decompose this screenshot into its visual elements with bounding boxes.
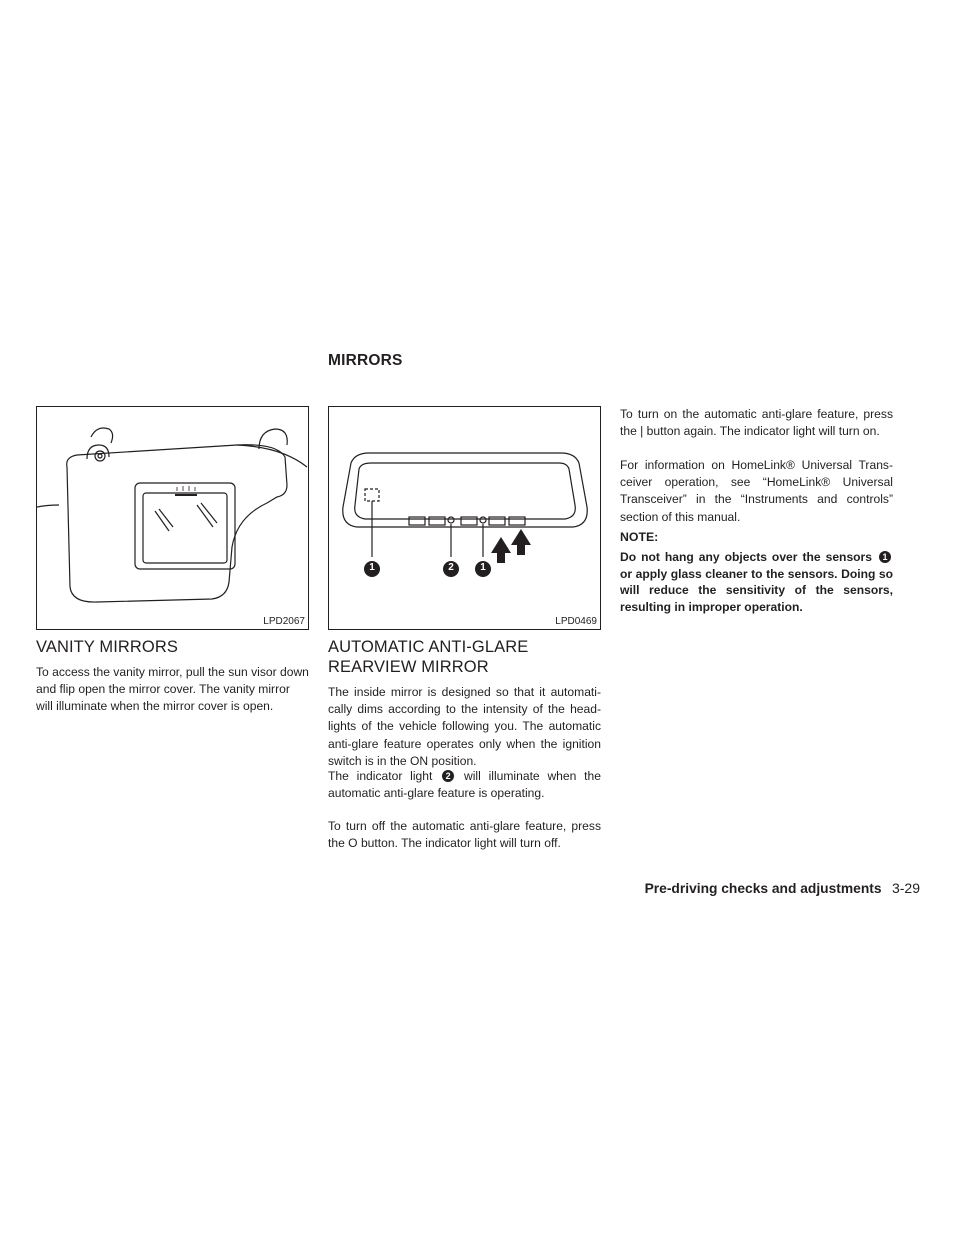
anti-glare-text-2 <box>328 768 601 802</box>
callout-1-left: 1 <box>369 562 375 573</box>
vanity-mirror-figure <box>36 406 309 630</box>
section-header: MIRRORS <box>328 352 403 369</box>
indicator-text-before: The indicator light <box>328 769 433 783</box>
callout-2: 2 <box>448 562 454 573</box>
figure-code: LPD0469 <box>555 616 597 627</box>
note-title: NOTE: <box>620 530 659 544</box>
vanity-mirrors-text: To access the vanity mirror, pull the sun visor down and flip open the mirror cover. The vanity mirror will illuminate when the mirror cover is open. <box>36 665 309 714</box>
figure-code: LPD2067 <box>263 616 305 627</box>
vanity-mirrors-heading: VANITY MIRRORS <box>36 638 178 656</box>
indicator-text-after: will illuminate when the automatic anti-glare feature is operating. <box>328 769 601 801</box>
anti-glare-heading <box>328 638 601 677</box>
rearview-mirror-figure <box>328 406 601 630</box>
callout-2-inline: 2 <box>442 770 454 782</box>
page-footer <box>645 880 920 898</box>
note-text-before: Do not hang any objects over the sensors <box>620 550 872 564</box>
callout-1-right: 1 <box>480 562 486 573</box>
anti-glare-text-3: To turn off the automatic anti-glare feature, press the O button. The indicator light will turn off. <box>328 819 601 851</box>
anti-glare-text-1: The inside mirror is designed so that it automati-cally dims according to the intensity of the head-lights of the vehicle following you. The automatic anti-glare feature operates only when the ignition switch is in the ON position. <box>328 685 601 768</box>
homelink-text: For information on HomeLink® Universal Trans-ceiver operation, see “HomeLink® Universal Transceiver” in the “Instruments and controls” section of this manual. <box>620 458 893 524</box>
anti-glare-on-text: To turn on the automatic anti-glare feature, press the | button again. The indicator light will turn on. <box>620 407 893 439</box>
page-number: 3-29 <box>891 880 920 896</box>
callout-1-inline: 1 <box>879 551 891 563</box>
anti-glare-heading-line2: REARVIEW MIRROR <box>328 657 489 676</box>
note-text-after: or apply glass cleaner to the sensors. Doing so will reduce the sensitivity of the sensors, resulting in improper operation. <box>620 566 893 614</box>
rearview-mirror-illustration <box>329 407 600 629</box>
vanity-mirror-illustration <box>37 407 308 629</box>
footer-title: Pre-driving checks and adjustments <box>644 881 882 896</box>
anti-glare-heading-line1: AUTOMATIC ANTI-GLARE <box>328 638 529 656</box>
note-text <box>620 549 893 615</box>
